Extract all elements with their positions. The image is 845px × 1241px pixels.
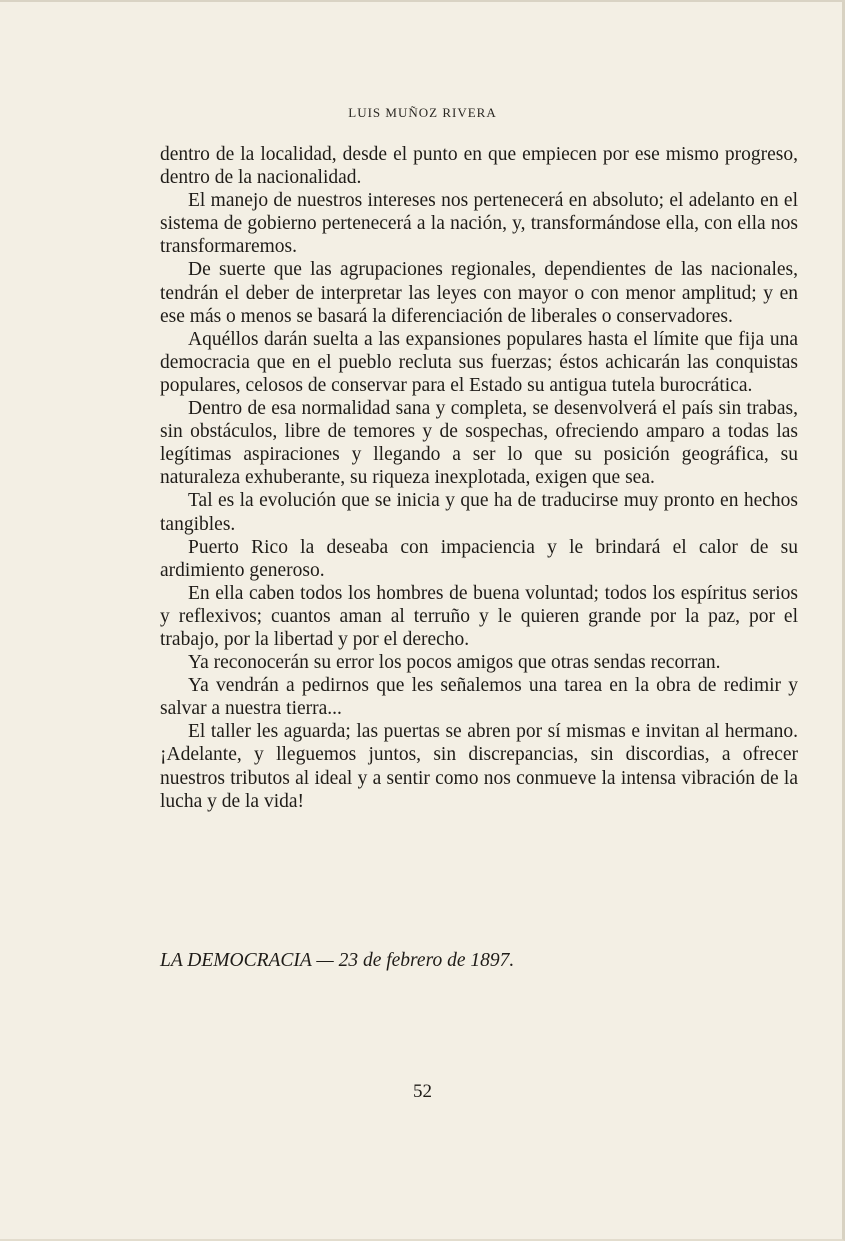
- paragraph: Ya vendrán a pedirnos que les señalemos una tarea en la obra de redimir y salvar a nuestra tierra...: [160, 675, 798, 720]
- paragraph: Ya reconocerán su error los pocos amigos que otras sendas recorran.: [188, 652, 721, 674]
- paragraph: El manejo de nuestros intereses nos pertenecerá en absoluto; el adelanto en el sistema de gobierno pertenecerá a la nación, y, transformándose ella, con ella nos transformaremos.: [160, 190, 798, 258]
- body-text: [160, 143, 798, 813]
- running-head: LUIS MUÑOZ RIVERA: [348, 105, 497, 120]
- paragraph: dentro de la localidad, desde el punto en que empiecen por ese mismo progreso, dentro de la nacionalidad.: [160, 144, 798, 189]
- paragraph: Dentro de esa normalidad sana y completa, se desenvolverá el país sin trabas, sin obstáculos, libre de temores y de sospechas, ofreciendo amparo a todas las legítimas aspiraciones y llegando a ser lo que su posición geográfica, su naturaleza exhuberante, su riqueza inexplotada, exigen que sea.: [160, 398, 798, 489]
- paragraph: Tal es la evolución que se inicia y que ha de traducirse muy pronto en hechos tangibles.: [160, 490, 798, 535]
- paragraph: El taller les aguarda; las puertas se abren por sí mismas e invitan al hermano. ¡Adelante, y lleguemos juntos, sin discrepancias, sin discordias, a ofrecer nuestros tributos al ideal y a sentir como nos conmueve la intensa vibración de la lucha y de la vida!: [160, 721, 798, 812]
- source-citation: LA DEMOCRACIA — 23 de febrero de 1897.: [160, 950, 515, 971]
- paragraph: En ella caben todos los hombres de buena voluntad; todos los espíritus serios y reflexivos; cuantos aman al terruño y le quieren grande por la paz, por el trabajo, por la libertad y por el derecho.: [160, 582, 798, 650]
- paragraph: Aquéllos darán suelta a las expansiones populares hasta el límite que fija una democracia que en el pueblo recluta sus fuerzas; éstos achicarán las conquistas populares, celosos de conservar para el Estado su antigua tutela burocrática.: [160, 328, 798, 396]
- page-number: 52: [413, 1081, 432, 1102]
- paragraph: De suerte que las agrupaciones regionales, dependientes de las nacionales, tendrán el deber de interpretar las leyes con mayor o con menor amplitud; y en ese más o menos se basará la diferenciación de liberales o conservadores.: [160, 259, 798, 327]
- paragraph: Puerto Rico la deseaba con impaciencia y le brindará el calor de su ardimiento generoso.: [160, 536, 798, 581]
- page-top-edge: [0, 0, 845, 2]
